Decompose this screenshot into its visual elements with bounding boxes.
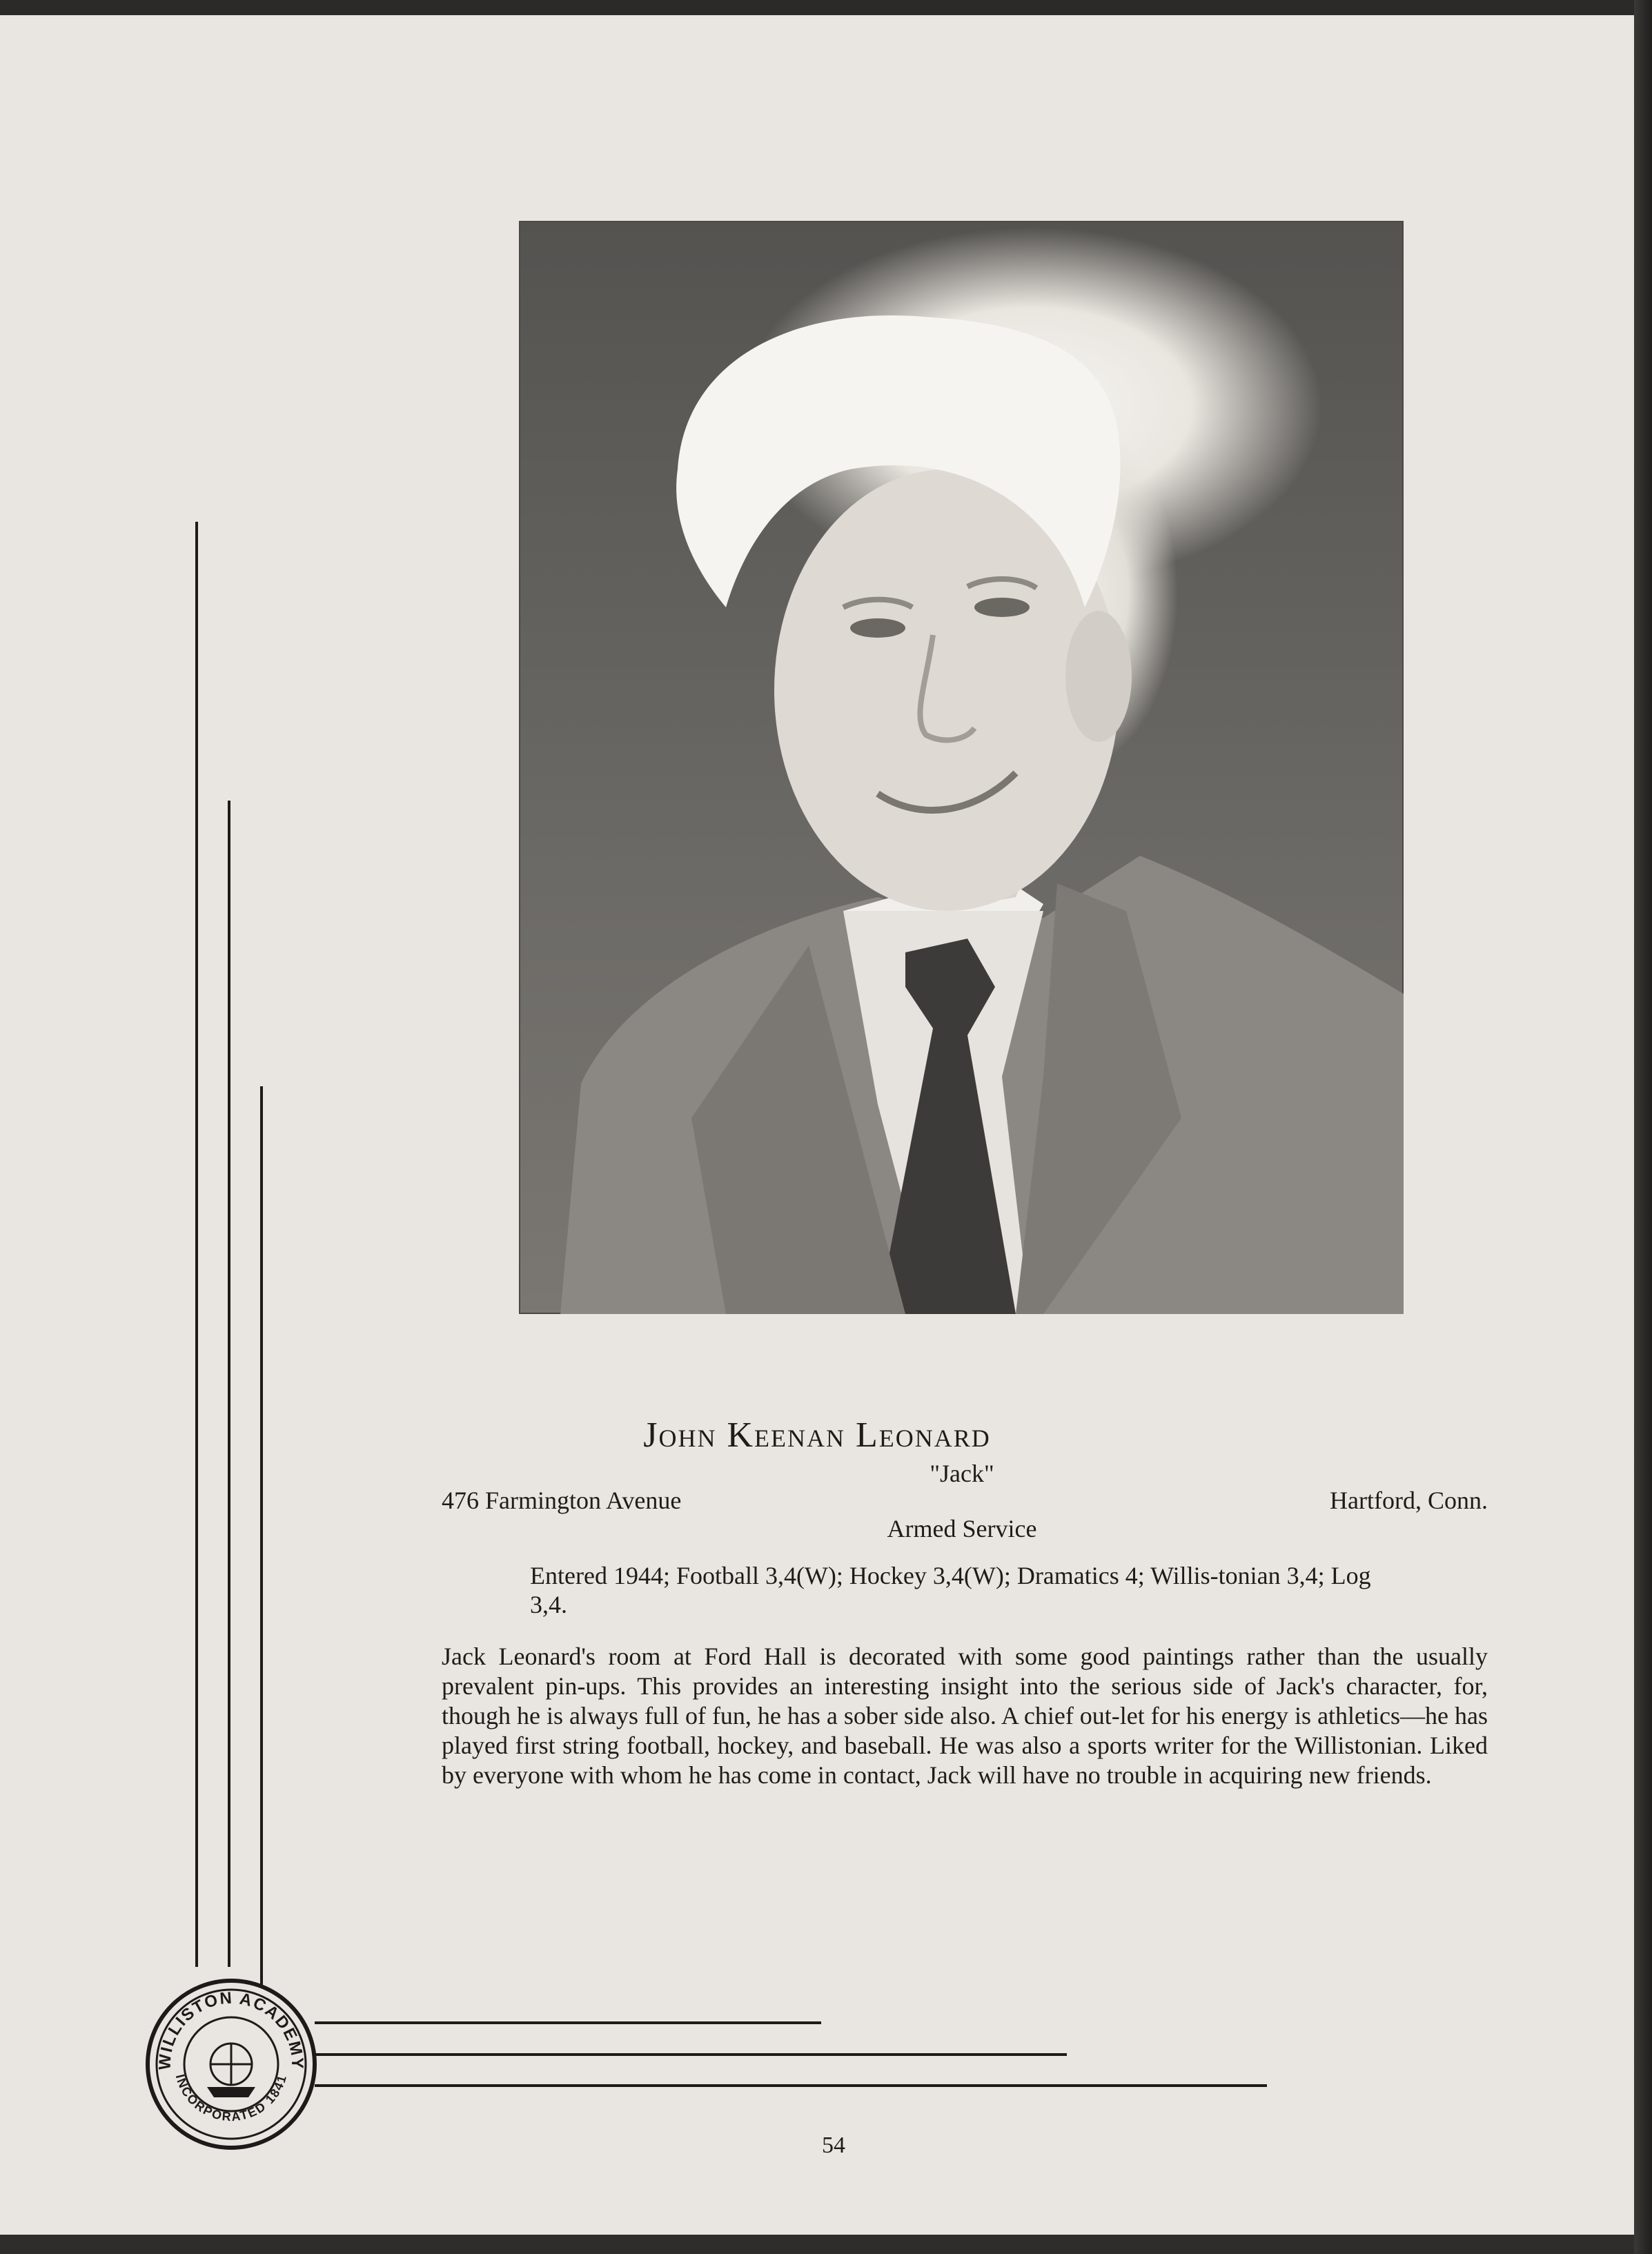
binding-edge — [1634, 0, 1652, 2254]
future-plans: Armed Service — [887, 1515, 1037, 1542]
student-nickname: "Jack" — [930, 1460, 994, 1487]
top-border — [0, 0, 1652, 15]
portrait-illustration — [519, 221, 1404, 1314]
decorative-rule-horizontal-3 — [315, 2084, 1267, 2087]
yearbook-page — [0, 15, 1634, 2235]
decorative-rule-horizontal-2 — [315, 2053, 1067, 2056]
page-number: 54 — [822, 2133, 845, 2158]
seal-bottom-text: INCORPORATED 1841 — [173, 2072, 290, 2124]
activities-record: Entered 1944; Football 3,4(W); Hockey 3,4(W); Dramatics 4; Willis-tonian 3,4; Log 3,4. — [530, 1562, 1371, 1618]
home-city: Hartford, Conn. — [1330, 1487, 1488, 1514]
home-address: 476 Farmington Avenue — [442, 1487, 682, 1514]
seal-top-text: WILLISTON ACADEMY — [155, 1988, 307, 2070]
williston-academy-seal — [144, 1977, 319, 2152]
student-name: John Keenan Leonard — [643, 1415, 991, 1455]
portrait-photo — [519, 221, 1404, 1314]
decorative-rule-horizontal-1 — [315, 2021, 821, 2024]
biography-paragraph: Jack Leonard's room at Ford Hall is decorated with some good paintings rather than the usually prevalent pin-ups. This provides an interesting insight into the serious side of Jack's character, for, though he is always full of fun, he has a sober side also. A chief out-let for his energy is athletics—he has played first string football, hockey, and baseball. He was also a sports writer for the Willistonian. Liked by everyone with whom he has come in contact, Jack will have no trouble in acquiring new friends. — [442, 1643, 1488, 1789]
decorative-rule-vertical-2 — [228, 801, 230, 1967]
decorative-rule-vertical-1 — [195, 522, 198, 1967]
